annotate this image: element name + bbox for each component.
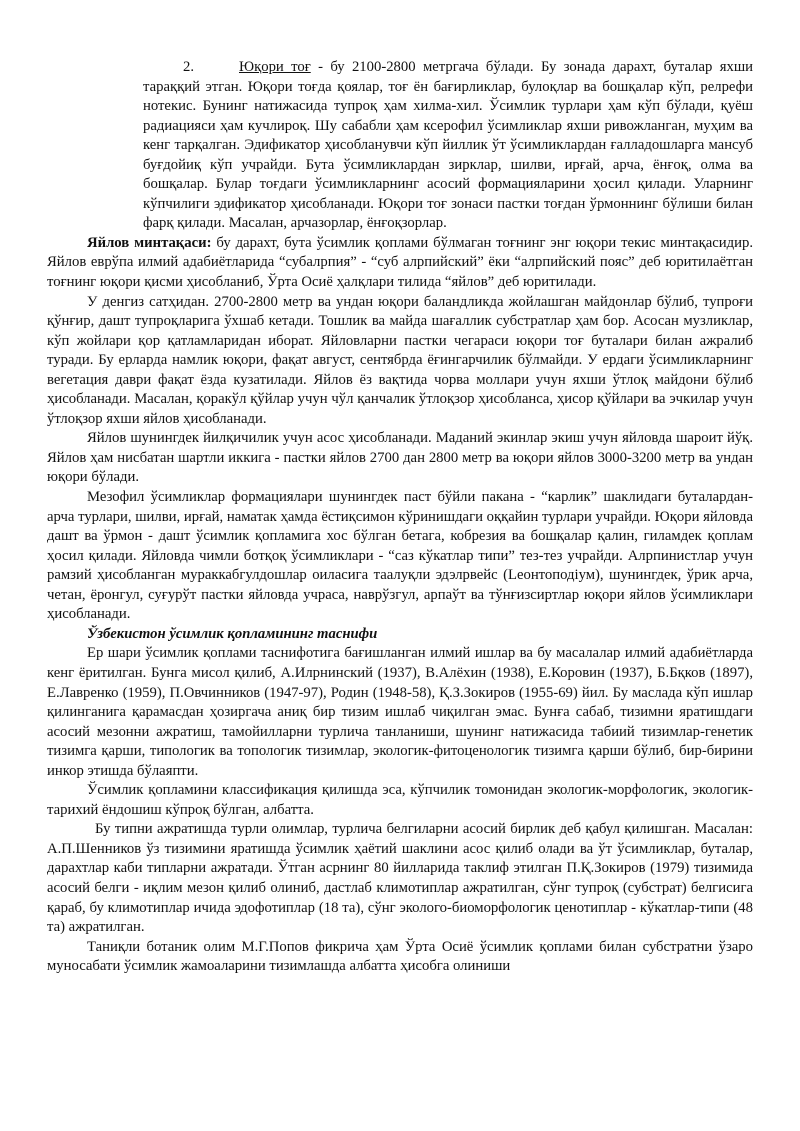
paragraph-text: бу дарахт, бута ўсимлик қоплами бўлмаган тоғнинг энг юқори текис минтақасидир. Яйлов еврўпа илмий адабиётларида “субалрпия” - “суб алрпийский” ёки “алрпийский пояс” деб юритилаётган тоғнинг юқори қисми ҳисобланиб, Ўрта Осиё ҳалқлари тилида “яйлов” деб юритилади. (47, 234, 753, 291)
paragraph-yaylov-description: У денгиз сатҳидан. 2700-2800 метр ва ундан юқори баландликда жойлашган майдонлар бўлиб, тупроғи қўнғир, дашт тупроқларига ўхшаб кетади. Тошлик ва майда шағаллик субстратлар ҳам бор. Асосан музликлар, кўп жойлари қор қатламларидан иборат. Яйловларни пастки чегараси юқори тоғ буталари билан ажралиб туради. Бу ерларда намлик юқори, фақат август, сентябрда ёғингарчилик бўлмайди. У ердаги ўсимликларнинг вегетация даври фақат ёзда кузатилади. Яйлов ёз вақтида чорва моллари учун яхши ўтлоқ майдони бўлиб ҳисобланади. Масалан, қоракўл қўйлар учун чўл қанчалик ўтлоқзор ҳисобланса, ҳисор қўйлари ва эчкилар учун ўтлоқзор яхши яйлов ҳисобланади. (47, 293, 753, 427)
paragraph-yaylov-livestock: Яйлов шунингдек йилқичилик учун асос ҳисобланади. Маданий экинлар экиш учун яйловда шароит йўқ. Яйлов ҳам нисбатан шартли иккига - пастки яйлов 2700 дан 2800 метр ва юқори яйлов 3000-3200 метр ва ундан юқори бўлади. (47, 430, 753, 486)
section-term: Юқори тоғ (239, 59, 311, 75)
section-number: 2. (183, 59, 195, 75)
paragraph-classification-history: Ер шари ўсимлик қоплами таснифотига бағишланган илмий ишлар ва бу масалалар илмий адабиётларда кенг ёритилган. Бунга мисол қилиб, А.Илрнинский (1937), В.Алёхин (1938), Е.Коровин (1937), Б.Бқков (1897), Е.Лавренко (1959), П.Овчинников (1947-97), Родин (1948-58), Қ.З.Зокиров (1955-69) йил. Бу маслада кўп ишлар қилинганига қарамасдан ҳозиргача аниқ бир тизим ишлаб чиқилган эмас. Бунға сабаб, тизимни яратишдаги асосий мезонни ажратиш, тамойилларни турлича танланиши, шунинг натижасида табиий тизимлар-генетик тизимга қарши, типологик ва топологик тизимлар, экологик-фитоценологик тизимга қарши бўлиб, бир-бирини инкор этишда бўлаяпти. (47, 645, 753, 779)
paragraph-popov: Таниқли ботаник олим М.Г.Попов фикрича ҳам Ўрта Осиё ўсимлик қоплами билан субстратни ўзаро муносабати ўсимлик жамоаларини тизимлашда албатта ҳисобга олиниши (47, 938, 753, 975)
section-text: - бу 2100-2800 метргача бўлади. Бу зонада дарахт, буталар яхши тараққий этган. Юқори тоғда қоялар, тоғ ён бағирликлар, булоқлар ва бошқалар кўп, релрефи нотекис. Бунинг натижасида тупроқ ҳам хилма-хил. Ўсимлик турлари ҳам кўп бўлади, қуёш радиацияси ҳам кучлироқ. Шу сабабли ҳам ксерофил ўсимликлар яхши ривожланган, муҳим ва кенг тарқалган. Эдификатор ҳисобланувчи кўп йиллик ўт ўсимликлардан ғалладошларга мансуб буғдойиқ кўп учрайди. Бута ўсимликлардан зирклар, шилви, ирғай, арча, ёнғоқ, олма ва бошқалар. Булар тоғдаги ўсимликларнинг асосий формацияларини ҳосил қилади. Уларнинг кўпчилиги эдификатор ҳисобланади. Юқори тоғ зонаси пастки тоғдан ўрмоннинг бўлиши билан фарқ қилади. Масалан, арчазорлар, ёнғоқзорлар. (143, 59, 753, 232)
paragraph-mesophyll: Мезофил ўсимликлар формациялари шунингдек паст бўйли пакана - “карлик” шаклидаги буталардан-арча турлари, шилви, ирғай, наматак ҳамда ёстиқсимон кўринишдаги оққайин турлари учрайди. Юқори яйловда дашт ва ўрмон - дашт ўсимлик қопламига хос бўлган бетага, кобрезия ва бошқалар қалин, гиламдек қоплам ҳосил қилади. Яйловда чимли ботқоқ ўсимликлари - “саз кўкатлар типи” тез-тез учрайди. Алрпинистлар учун рамзий ҳисобланган мураккабгулдошлар оиласига таалуқли эдэлрвейс (Lеонтоподіум), шунингдек, ўрик арча, четан, ёронгул, суғурўт пастки яйловда учраса, наврўзгул, арпаўт ва тўнғизсиртлар юқори яйлов ўсимликлари ҳисобланади. (47, 489, 753, 623)
paragraph-classification-approach: Ўсимлик қопламини классификация қилишда эса, кўпчилик томонидан экологик-морфологик, экологик-тарихий ёндошиш кўпроқ бўлган, албатта. (47, 782, 753, 818)
paragraph-yaylov-intro (47, 234, 753, 293)
paragraph-bold-lead: Яйлов минтақаси: (87, 234, 212, 251)
section-heading: Ўзбекистон ўсимлик қопламининг таснифи (87, 625, 378, 642)
numbered-section-2 (47, 58, 753, 234)
paragraph-type-criteria: Бу типни ажратишда турли олимлар, турлича белгиларни асосий бирлик деб қабул қилишган. Масалан: А.П.Шенников ўз тизимини яратишда ўсимлик ҳаётий шаклини асос қилиб олади ва ўт ўсимликлар, буталар, дарахтлар каби типларни ажратади. Ўтган асрнинг 80 йилларида таклиф этилган П.Қ.Зокиров (1979) тизимида асосий белги - иқлим мезон қилиб олиниб, дастлаб климотиплар ажратилган, сўнг тупроқ (субстрат) белгисига қараб, бу климотиплар ичида эдофотиплар (18 та), сўнг эколого-биоморфологик ценотиплар - кўкатлар-типи (48 та) ажратилган. (47, 821, 753, 936)
document-body (47, 58, 753, 977)
